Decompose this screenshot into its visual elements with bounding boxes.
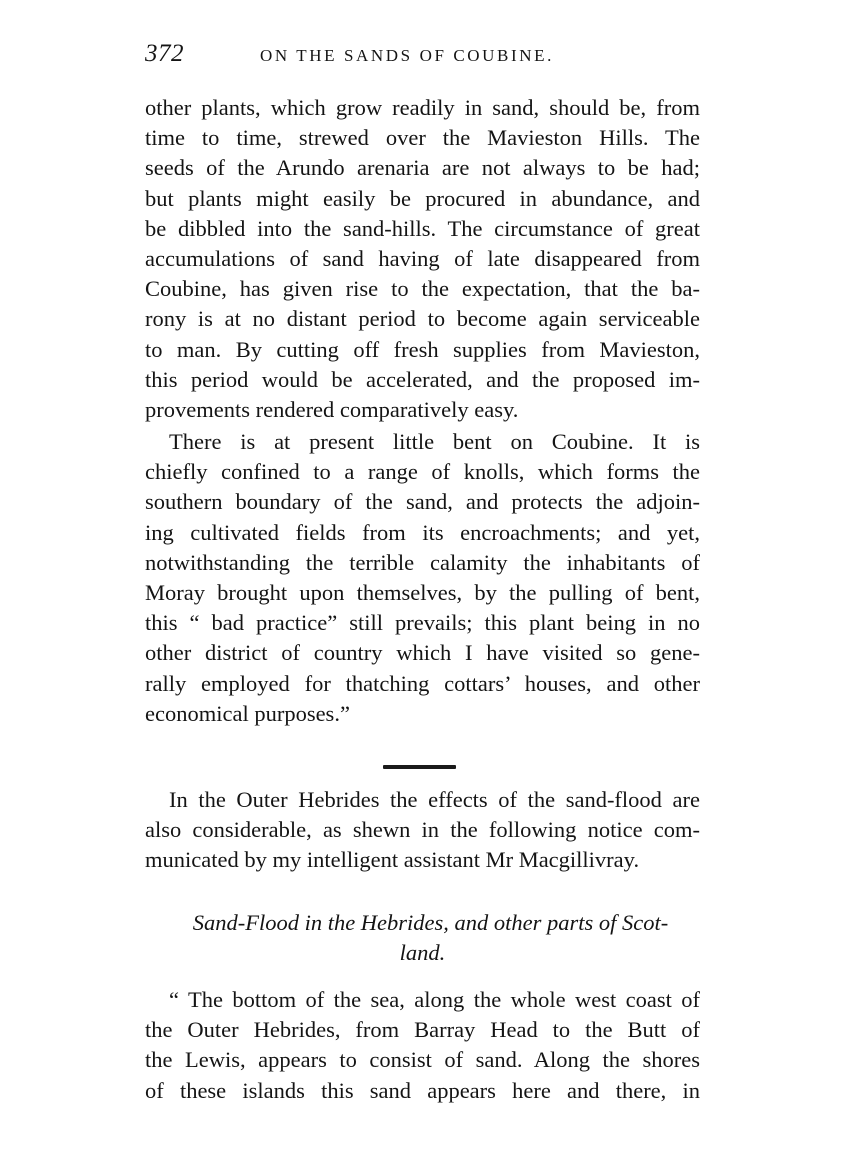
- text-line: “ The bottom of the sea, along the whole west coast of: [169, 987, 700, 1012]
- paragraph-continued: [145, 93, 700, 425]
- text-line: also considerable, as shewn in the following notice com-: [145, 817, 700, 843]
- text-line: time to time, strewed over the Mavieston Hills. The: [145, 125, 700, 151]
- paragraph-quotation: [145, 985, 700, 1106]
- heading-line: Sand-Flood in the Hebrides, and other parts of Scot-: [192, 910, 669, 935]
- paragraph-hebrides: [145, 785, 700, 876]
- text-line: chiefly confined to a range of knolls, which forms the: [145, 459, 700, 485]
- section-divider: [383, 765, 456, 769]
- text-line: municated by my intelligent assistant Mr Macgillivray.: [145, 847, 640, 873]
- text-line: economical purposes.”: [145, 700, 350, 726]
- text-line: the Lewis, appears to consist of sand. Along the shores: [145, 1047, 700, 1073]
- paragraph-bent: [145, 427, 700, 729]
- text-line: to man. By cutting off fresh supplies from Mavieston,: [145, 336, 700, 362]
- heading-line: land.: [399, 940, 446, 965]
- section-heading: [145, 908, 700, 968]
- text-line: this “ bad practice” still prevails; this plant being in no: [145, 610, 700, 636]
- text-line: rony is at no distant period to become again serviceable: [145, 306, 700, 332]
- text-line: of these islands this sand appears here and there, in: [145, 1077, 700, 1103]
- running-head: [145, 40, 705, 74]
- text-line: be dibbled into the sand-hills. The circumstance of great: [145, 215, 700, 241]
- text-line: other district of country which I have visited so gene-: [145, 640, 700, 666]
- page-number: 372: [145, 40, 184, 67]
- text-line: Moray brought upon themselves, by the pulling of bent,: [145, 579, 700, 605]
- text-line: accumulations of sand having of late disappeared from: [145, 245, 700, 271]
- text-line: In the Outer Hebrides the effects of the sand-flood are: [169, 787, 700, 812]
- text-line: but plants might easily be procured in abundance, and: [145, 185, 700, 211]
- text-line: ing cultivated fields from its encroachments; and yet,: [145, 519, 700, 545]
- text-line: rally employed for thatching cottars’ houses, and other: [145, 670, 700, 696]
- text-line: southern boundary of the sand, and protects the adjoin-: [145, 489, 700, 515]
- text-line: this period would be accelerated, and the proposed im-: [145, 366, 700, 392]
- text-line: the Outer Hebrides, from Barray Head to the Butt of: [145, 1017, 700, 1043]
- text-line: notwithstanding the terrible calamity the inhabitants of: [145, 549, 700, 575]
- text-line: provements rendered comparatively easy.: [145, 396, 519, 422]
- text-line: other plants, which grow readily in sand, should be, from: [145, 95, 700, 120]
- running-title: ON THE SANDS OF COUBINE.: [260, 46, 554, 65]
- text-line: There is at present little bent on Coubine. It is: [169, 429, 700, 454]
- text-line: Coubine, has given rise to the expectation, that the ba-: [145, 276, 700, 302]
- text-line: seeds of the Arundo arenaria are not always to be had;: [145, 155, 700, 181]
